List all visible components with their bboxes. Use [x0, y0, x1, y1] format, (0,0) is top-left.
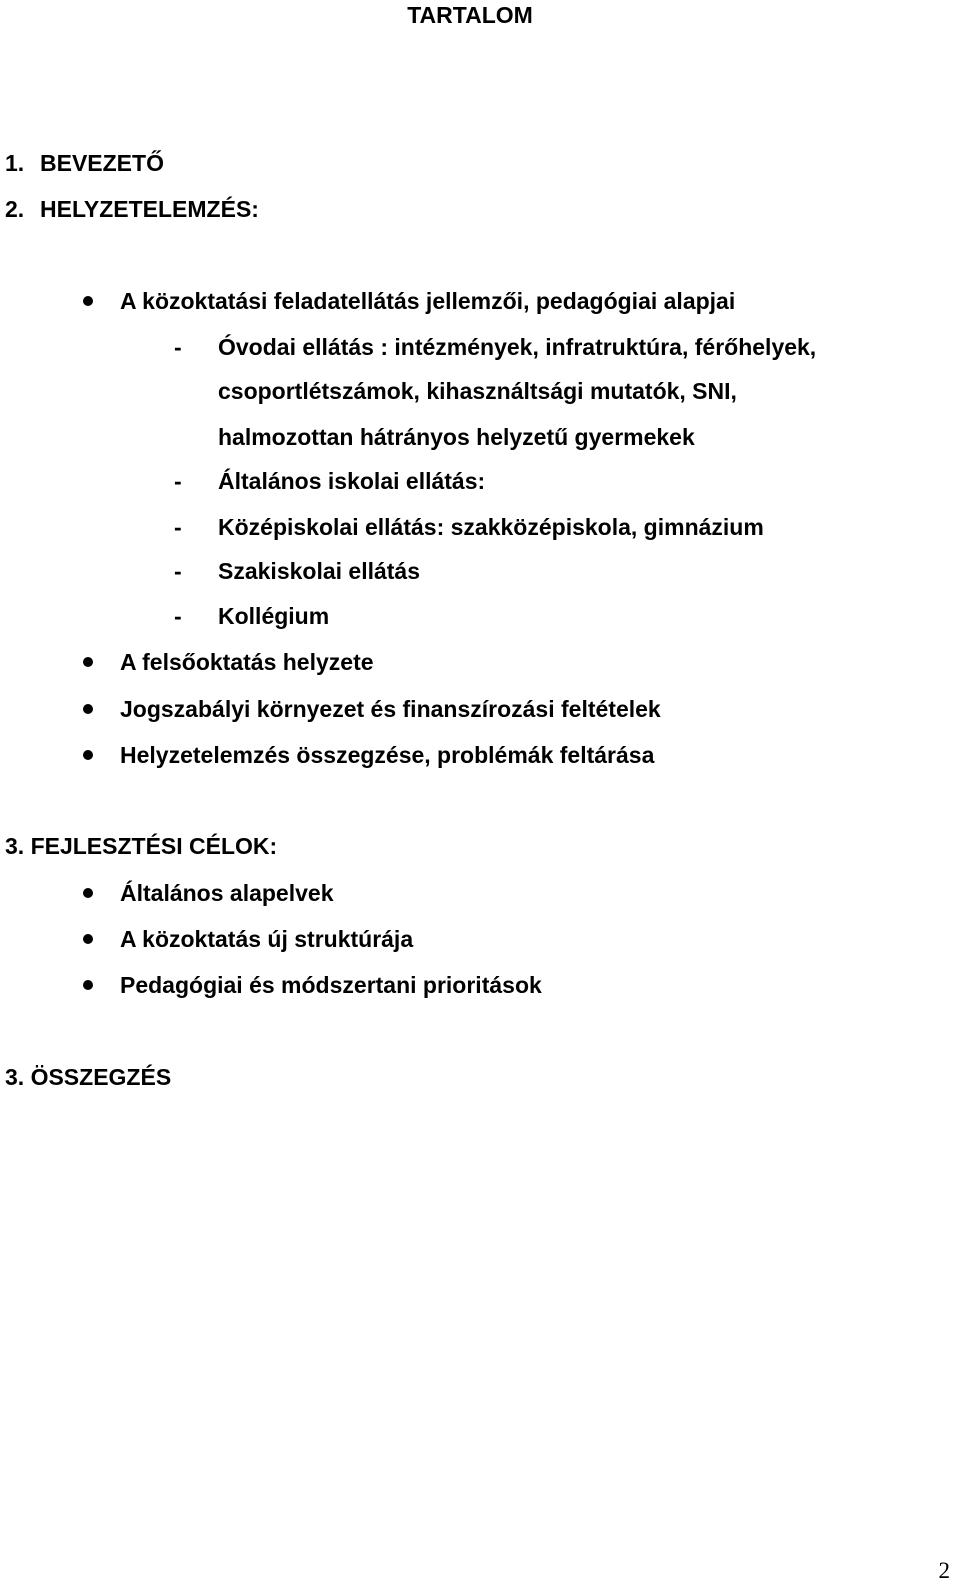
section-3-heading: 3. FEJLESZTÉSI CÉLOK: — [5, 833, 278, 859]
dash-marker: - — [174, 334, 182, 360]
dash-marker: - — [174, 468, 182, 494]
sub-list-item: Szakiskolai ellátás — [218, 558, 421, 584]
section-1-label: BEVEZETŐ — [40, 150, 164, 176]
bullet-icon — [83, 934, 93, 944]
sub-list-item-continued: halmozottan hátrányos helyzetű gyermekek — [218, 424, 695, 450]
list-item: A felsőoktatás helyzete — [120, 649, 374, 675]
page-title: TARTALOM — [407, 2, 533, 28]
dash-marker: - — [174, 558, 182, 584]
sub-list-item: Kollégium — [218, 603, 330, 629]
bullet-icon — [83, 888, 93, 898]
sub-list-item: Óvodai ellátás : intézmények, infratruktúra, férőhelyek, — [218, 334, 817, 360]
list-item: Általános alapelvek — [120, 880, 334, 906]
bullet-icon — [83, 750, 93, 760]
page-number: 2 — [938, 1558, 950, 1583]
section-2-number: 2. — [5, 196, 25, 222]
dash-marker: - — [174, 514, 182, 540]
list-item: Helyzetelemzés összegzése, problémák feltárása — [120, 742, 655, 768]
list-item: A közoktatási feladatellátás jellemzői, pedagógiai alapjai — [120, 288, 736, 314]
list-item: A közoktatás új struktúrája — [120, 926, 414, 952]
section-4-heading: 3. ÖSSZEGZÉS — [5, 1064, 172, 1090]
section-1-number: 1. — [5, 150, 25, 176]
list-item: Jogszabályi környezet és finanszírozási feltételek — [120, 696, 661, 722]
bullet-icon — [83, 704, 93, 714]
list-item: Pedagógiai és módszertani prioritások — [120, 972, 542, 998]
bullet-icon — [83, 980, 93, 990]
section-2-label: HELYZETELEMZÉS: — [40, 196, 259, 222]
dash-marker: - — [174, 603, 182, 629]
bullet-icon — [83, 657, 93, 667]
sub-list-item-continued: csoportlétszámok, kihasználtsági mutatók, SNI, — [218, 378, 737, 404]
sub-list-item: Középiskolai ellátás: szakközépiskola, gimnázium — [218, 514, 764, 540]
sub-list-item: Általános iskolai ellátás: — [218, 468, 486, 494]
bullet-icon — [83, 296, 93, 306]
